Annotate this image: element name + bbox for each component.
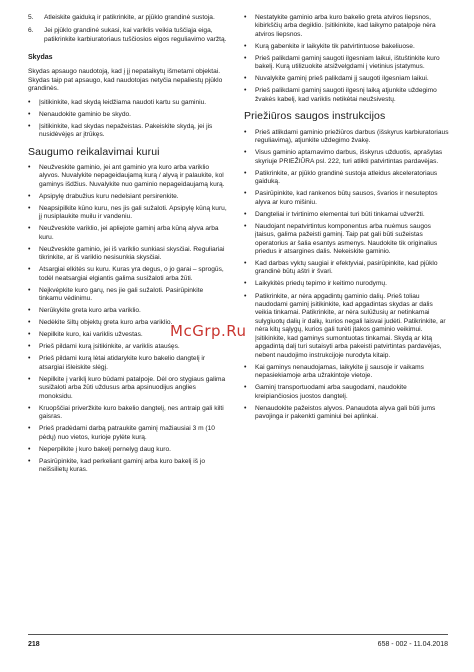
list-item-text: Įsitikinkite, kad skydas nepažeistas. Pakeiskite skydą, jei jis nusidėvėjęs ar įtrūkęs. bbox=[39, 122, 213, 139]
bullet-icon: • bbox=[244, 149, 247, 157]
bullet-icon: • bbox=[28, 192, 31, 200]
bullet-icon: • bbox=[28, 225, 31, 233]
bullet-icon: • bbox=[244, 14, 247, 21]
list-item bbox=[28, 193, 228, 201]
list-item bbox=[244, 55, 449, 72]
bullet-icon: • bbox=[244, 222, 247, 230]
fuel-storage-bullets bbox=[244, 14, 449, 104]
list-item bbox=[244, 14, 449, 39]
bullet-icon: • bbox=[244, 384, 247, 392]
list-item bbox=[244, 384, 449, 401]
list-item-text: Prieš atlikdami gaminio priežiūros darbus (išskyrus karbiuratoriaus reguliavimą), atjunkite uždegimo žvakę. bbox=[255, 128, 449, 145]
bullet-icon: • bbox=[244, 87, 247, 95]
list-item bbox=[244, 170, 449, 187]
item-number: 5. bbox=[28, 14, 34, 21]
bullet-icon: • bbox=[244, 280, 247, 288]
bullet-icon: • bbox=[244, 404, 247, 412]
fuel-safety-heading: Saugumo reikalavimai kurui bbox=[28, 145, 160, 158]
list-item-text: Nestatykite gaminio arba kuro bakelio greta atviros liepsnos, kibirkščių arba degiklio. Įsitikinkite, kad laikymo patalpoje nėra atviros liepsnos. bbox=[255, 14, 436, 38]
list-item bbox=[28, 205, 228, 222]
item-text: Atleiskite gaiduką ir patikrinkite, ar pjūklo grandinė sustoja. bbox=[44, 14, 215, 21]
list-item-text: Pasirūpinkite, kad perkeliant gaminį arba kuro bakelį iš jo neišsilietų kuras. bbox=[39, 457, 206, 474]
list-item-text: Kruopščiai priveržkite kuro bakelio dangtelį, nes antraip gali kilti gaisras. bbox=[39, 404, 224, 421]
numbered-steps bbox=[28, 14, 228, 44]
bullet-icon: • bbox=[28, 122, 31, 130]
list-item-text: Prieš palikdami gaminį saugoti ilgesnį laiką atjunkite uždegimo žvakės kabelį, kad variklis netikėtai neužsivestų. bbox=[255, 87, 437, 103]
list-item bbox=[28, 123, 228, 140]
list-item-text: Nenaudokite gaminio be skydo. bbox=[39, 110, 132, 118]
list-item bbox=[244, 87, 449, 104]
list-item bbox=[244, 75, 449, 83]
list-item-text: Dangteliai ir tvirtinimo elementai turi būti tinkamai užveržti. bbox=[255, 210, 425, 218]
list-item bbox=[28, 458, 228, 475]
watermark-text: McGrp.Ru bbox=[170, 322, 247, 340]
bullet-icon: • bbox=[28, 286, 31, 294]
list-item bbox=[28, 376, 228, 401]
list-item bbox=[28, 425, 228, 442]
bullet-icon: • bbox=[244, 54, 247, 62]
fuel-safety-bullets bbox=[28, 164, 228, 475]
list-item bbox=[244, 260, 449, 277]
bullet-icon: • bbox=[28, 425, 31, 433]
list-item-text: Nenaudokite pažeistos alyvos. Panaudota alyva gali būti jums pavojinga ir pakenkti gaminiui bei aplinkai. bbox=[255, 404, 436, 420]
list-item bbox=[244, 293, 449, 361]
bullet-icon: • bbox=[244, 42, 247, 50]
list-item bbox=[28, 405, 228, 422]
list-item-text: Neperpilkite į kuro bakelį pernelyg daug kuro. bbox=[39, 445, 171, 453]
list-item-text: Neužveskite variklio, jei apliejote gaminį arba kūną alyva arba kuru. bbox=[39, 225, 219, 241]
bullet-icon: • bbox=[28, 204, 31, 212]
bullet-icon: • bbox=[28, 163, 31, 171]
bullet-icon: • bbox=[28, 445, 31, 453]
list-item-text: Kai gaminys nenaudojamas, laikykite jį sausoje ir vaikams nepasiekiamoje arba užrakintoje vietoje. bbox=[255, 363, 424, 380]
list-item-text: Patikrinkite, ar pjūklo grandinė sustoja atleidus akceleratoriaus gaiduką. bbox=[255, 169, 438, 186]
list-item-text: Nedėkite šiltų objektų greta kuro arba variklio. bbox=[39, 319, 173, 327]
list-item-text: Prieš pildami kurą įsitikinkite, ar variklis atauśęs. bbox=[39, 343, 180, 351]
list-item bbox=[244, 190, 449, 207]
bullet-icon: • bbox=[28, 98, 31, 106]
document-code: 658 - 002 - 11.04.2018 bbox=[377, 641, 448, 648]
bullet-icon: • bbox=[244, 190, 247, 198]
list-item-text: Prieš pildami kurą lėtai atidarykite kuro bakelio dangtelį ir atsargiai išleiskite slėgį. bbox=[39, 355, 206, 371]
list-item-text: Prieš palikdami gaminį saugoti ilgesniam laikui, ištuštinkite kuro bakelį. Kurą utilizuokite atsižvelgdami į vietinius įstatymus. bbox=[255, 54, 440, 71]
list-item bbox=[244, 211, 449, 219]
bullet-icon: • bbox=[28, 110, 31, 118]
list-item bbox=[244, 43, 449, 51]
item-text: Jei pjūklo grandinė sukasi, kai variklis veikia tuščiąja eiga, patikrinkite karbiuratoriaus tuščiosios eigos reguliavimo varžtą. bbox=[44, 27, 227, 43]
list-item bbox=[244, 405, 449, 422]
page-number: 218 bbox=[28, 641, 40, 648]
list-item-text: Nerūkykite greta kuro arba variklio. bbox=[39, 307, 141, 315]
bullet-icon: • bbox=[28, 343, 31, 351]
maintenance-bullets bbox=[244, 129, 449, 422]
item-number: 6. bbox=[28, 27, 34, 35]
bullet-icon: • bbox=[28, 245, 31, 253]
list-item-text: Neapsipilkite kūno kuru, nes jis gali sužaloti. Apsipylę kūną kuru, jį nusiplaukite muilu ir vandeniu. bbox=[39, 204, 227, 221]
list-item-text: Neįkvėpkite kuro garų, nes jie gali sužaloti. Pasirūpinkite tinkamu vėdinimu. bbox=[39, 286, 204, 303]
bullet-icon: • bbox=[28, 266, 31, 274]
bullet-icon: • bbox=[244, 169, 247, 177]
muffler-bullets bbox=[28, 99, 228, 140]
bullet-icon: • bbox=[244, 292, 247, 300]
list-item-text: Naudojant nepatvirtintus komponentus arba nuėmus saugos įtaisus, galima pažeisti gaminį. Taip pat gali būti sužeistas operatorius ar šalia esantys asmenys. Naudokite tik originalius priedus ir atsargines dalis. Nekeiskite gaminio. bbox=[255, 222, 438, 255]
list-item bbox=[28, 287, 228, 304]
list-item-text: Apsipylę drabužius kuru nedelsiant persirenkite. bbox=[39, 192, 179, 200]
list-item bbox=[28, 164, 228, 189]
bullet-icon: • bbox=[28, 331, 31, 339]
numbered-item bbox=[28, 14, 228, 22]
bullet-icon: • bbox=[244, 260, 247, 267]
list-item-text: Gaminį transportuodami arba saugodami, naudokite kreipiančiosios juostos dangtelį. bbox=[255, 384, 407, 400]
bullet-icon: • bbox=[244, 210, 247, 218]
bullet-icon: • bbox=[244, 75, 247, 83]
muffler-text: Skydas apsaugo naudotoją, kad į jį nepataikytų išmetami objektai. Skydas taip pat apsaugo, kad naudotojas netyčia nepaliestų pjūklo grandinės. bbox=[28, 68, 223, 93]
left-column bbox=[28, 14, 228, 478]
list-item-text: Visus gaminio aptarnavimo darbus, išskyrus užduotis, aprašytas skyriuje PRIEŽIŪRA psl. 222, turi atlikti patvirtintas pardavėjas. bbox=[255, 149, 443, 165]
list-item-text: Įsitikinkite, kad skydą leidžiama naudoti kartu su gaminiu. bbox=[39, 98, 207, 106]
list-item-text: Nepilkite į variklį kuro būdami patalpoje. Dėl oro stygiaus galima susižaloti arba žūti uždusus arba apsinuodijus anglies monoksidu. bbox=[39, 375, 226, 400]
list-item bbox=[244, 364, 449, 381]
list-item-text: Kad darbas vyktų saugiai ir efektyviai, pasirūpinkite, kad pjūklo grandinė būtų aštri ir švari. bbox=[255, 260, 438, 276]
bullet-icon: • bbox=[244, 363, 247, 371]
list-item bbox=[28, 225, 228, 242]
list-item bbox=[28, 307, 228, 315]
bullet-icon: • bbox=[244, 128, 247, 136]
list-item bbox=[28, 446, 228, 454]
bullet-icon: • bbox=[28, 355, 31, 363]
list-item-text: Neužveskite gaminio, jei iš variklio sunkiasi skysčiai. Reguliariai tikrinkite, ar iš variklio nesisunkia skysčiai. bbox=[39, 245, 225, 262]
list-item-text: Laikykitės priedų tepimo ir keitimo nurodymų. bbox=[255, 280, 387, 288]
list-item-text: Pasirūpinkite, kad rankenos būtų sausos, švarios ir nesuteptos alyva ar kuro mišiniu. bbox=[255, 190, 438, 206]
list-item bbox=[28, 246, 228, 263]
numbered-item bbox=[28, 27, 228, 44]
bullet-icon: • bbox=[28, 307, 31, 315]
list-item-text: Patikrinkite, ar nėra apgadintų gaminio dalių. Prieš toliau naudodami gaminį įsitikinkite, kad apgadintas skydas ar dalis veikia tinkamai. Patikrinkite, ar nėra sulūžusių ar netinkamai sulygiuotų dalių ir dalių, kurios negali laisvai judėti. Patikrinkite, ar nėra kitų sąlygų, kurios gali turėti įtakos gaminio veikimui. Įsitikinkite, kad gaminys sumontuotas tinkamai. Skydą ar kitą apgadintą dalį turi sutaisyti arba pakeisti patvirtintas pardavėjas, nebent naudojimo instrukcijoje nurodyta kitaip. bbox=[255, 292, 446, 359]
list-item bbox=[28, 111, 228, 119]
muffler-heading: Skydas bbox=[28, 54, 53, 62]
list-item-text: Atsargiai elkitės su kuru. Kuras yra degus, o jo garai – sprogūs, todėl neatsargiai elgiantis galima susižaloti arba žūti. bbox=[39, 266, 224, 282]
list-item-text: Nepilkite kuro, kai variklis užvestas. bbox=[39, 331, 143, 339]
list-item bbox=[244, 129, 449, 146]
list-item bbox=[244, 149, 449, 166]
list-item bbox=[28, 99, 228, 107]
list-item bbox=[28, 355, 228, 372]
maintenance-heading: Priežiūros saugos instrukcijos bbox=[244, 110, 386, 123]
bullet-icon: • bbox=[28, 404, 31, 412]
page-footer bbox=[28, 634, 448, 650]
bullet-icon: • bbox=[28, 457, 31, 465]
list-item-text: Neužveskite gaminio, jei ant gaminio yra kuro arba variklio alyvos. Nuvalykite nepageidaujamą kurą / alyvą ir palaukite, kol gaminys išdžius. Nuvalykite nuo gaminio nepageidaujamą kurą. bbox=[39, 163, 225, 188]
list-item bbox=[28, 266, 228, 283]
list-item bbox=[244, 280, 449, 288]
bullet-icon: • bbox=[28, 375, 31, 383]
list-item bbox=[28, 343, 228, 351]
right-column bbox=[244, 14, 449, 425]
list-item bbox=[244, 223, 449, 257]
list-item-text: Kurą gabenkite ir laikykite tik patvirtintuose bakeliuose. bbox=[255, 42, 415, 50]
list-item-text: Prieš pradėdami darbą patraukite gaminį mažiausiai 3 m (10 pėdų) nuo vietos, kurioje pylėte kurą. bbox=[39, 425, 215, 441]
bullet-icon: • bbox=[28, 319, 31, 327]
list-item-text: Nuvalykite gaminį prieš palikdami jį saugoti ilgesniam laikui. bbox=[255, 75, 429, 83]
